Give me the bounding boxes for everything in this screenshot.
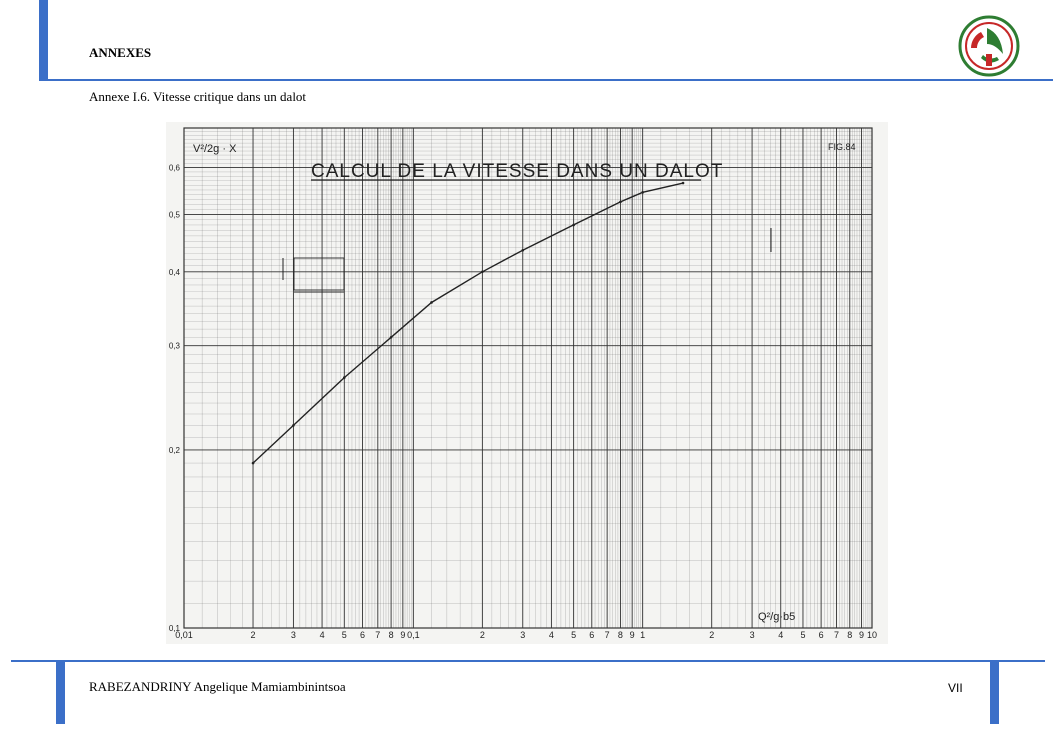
page-header-title: ANNEXES [89, 45, 152, 60]
x-tick-label: 6 [818, 630, 824, 640]
x-tick-label: 6 [359, 630, 365, 640]
series-point [641, 191, 644, 194]
x-tick-label: 0,01 [175, 630, 193, 640]
series-point [292, 424, 295, 427]
series-point [430, 301, 433, 304]
x-tick-label: 8 [847, 630, 853, 640]
x-tick-label: 3 [520, 630, 526, 640]
series-point [521, 249, 524, 252]
y-tick-label: 0,5 [168, 210, 180, 220]
y-tick-label: 0,3 [168, 341, 180, 351]
series-point [682, 182, 685, 185]
header-accent-bar [39, 0, 48, 80]
x-tick-label: 2 [250, 630, 256, 640]
x-tick-label: 9 [400, 630, 406, 640]
x-tick-label: 3 [749, 630, 755, 640]
series-point [252, 462, 255, 465]
x-tick-label: 8 [617, 630, 623, 640]
figure-reference: FIG.84 [828, 142, 856, 152]
series-point [619, 201, 622, 204]
x-tick-label: 4 [778, 630, 784, 640]
header-rule [39, 79, 1053, 81]
x-tick-label: 4 [548, 630, 554, 640]
y-tick-label: 0,2 [168, 445, 180, 455]
y-tick-label: 0,6 [168, 163, 180, 173]
x-tick-label: 0,1 [407, 630, 420, 640]
x-tick-label: 3 [290, 630, 296, 640]
x-tick-label: 10 [866, 630, 878, 640]
institution-logo-icon [957, 14, 1021, 78]
x-tick-label: 1 [640, 630, 646, 640]
footer-accent-bar-left [56, 662, 65, 724]
series-point [343, 376, 346, 379]
x-tick-label: 5 [571, 630, 577, 640]
y-tick-label: 0,1 [168, 624, 180, 633]
x-tick-label: 8 [388, 630, 394, 640]
footer-rule [11, 660, 1045, 662]
x-tick-label: 4 [319, 630, 325, 640]
chart-title: CALCUL DE LA VITESSE DANS UN DALOT [311, 161, 724, 182]
page-number: VII [948, 681, 963, 695]
x-tick-label: 2 [479, 630, 485, 640]
x-tick-label: 7 [375, 630, 381, 640]
x-tick-label: 5 [800, 630, 806, 640]
chart-svg [166, 122, 888, 644]
series-point [390, 336, 393, 339]
x-tick-label: 9 [858, 630, 865, 640]
footer-accent-bar-right [990, 662, 999, 724]
y-axis-label: V²/2g · X [193, 143, 237, 155]
chart-container [166, 122, 888, 644]
series-point [572, 224, 575, 227]
x-tick-label: 7 [604, 630, 610, 640]
footer-author: RABEZANDRINY Angelique Mamiambinintsoa [89, 679, 346, 694]
x-tick-label: 7 [833, 630, 839, 640]
figure-caption: Annexe I.6. Vitesse critique dans un dalot [89, 89, 307, 104]
y-tick-label: 0,4 [168, 267, 180, 277]
x-tick-label: 9 [629, 630, 635, 640]
x-axis-note: Q²/g·b5 [758, 611, 796, 623]
x-tick-label: 6 [589, 630, 595, 640]
x-tick-label: 2 [709, 630, 715, 640]
series-point [481, 270, 484, 273]
x-tick-label: 5 [341, 630, 347, 640]
